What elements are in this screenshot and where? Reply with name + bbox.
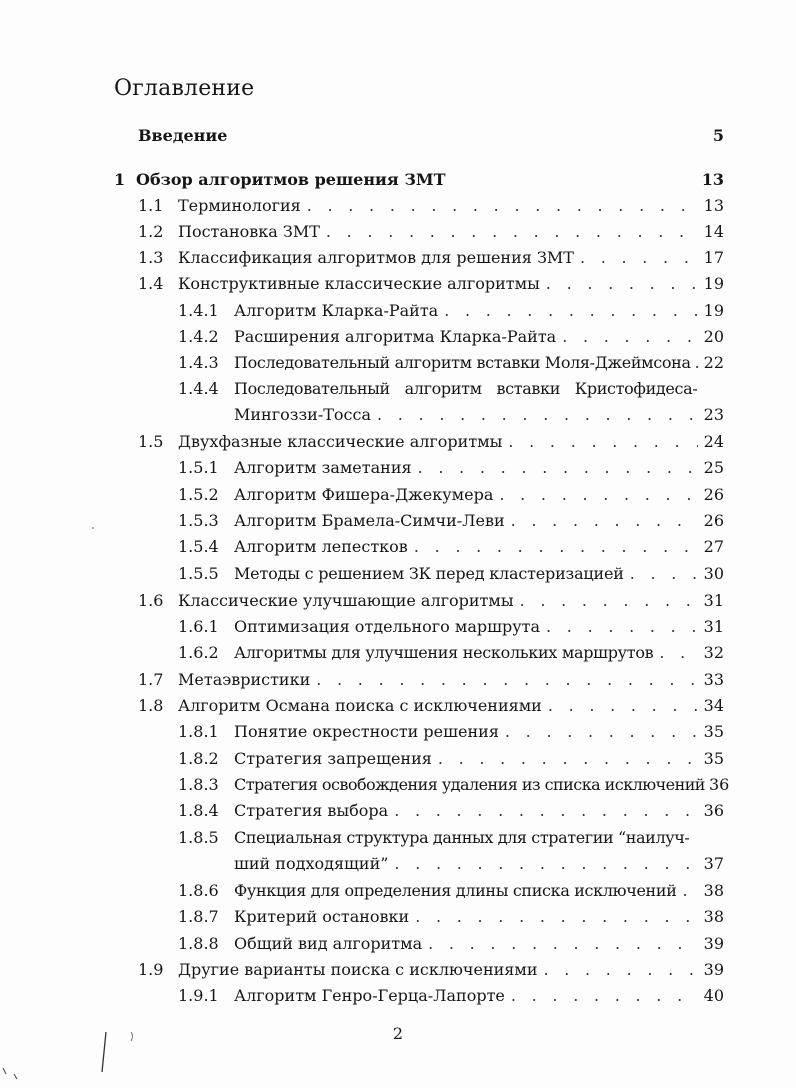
toc-entry[interactable] [138,247,724,269]
toc-entry-title: Функция для определения длины списка исключений [234,881,677,900]
dot-leader [562,326,697,348]
toc-entry-number: 1.1 [138,196,164,215]
toc-entry-number: 1.4.2 [178,327,219,346]
dot-leader [683,880,698,902]
toc-entry-page: 19 [703,274,724,293]
toc-entry[interactable] [178,300,724,322]
toc-entry-page: 39 [703,934,724,953]
toc-entry-title: Другие варианты поиска с исключениями [178,960,538,979]
toc-entry-page: 38 [703,881,724,900]
dot-leader [394,853,697,875]
toc-entry[interactable] [138,273,724,295]
toc-entry[interactable] [178,326,724,348]
toc-entry-number: 1.8.2 [178,749,219,768]
toc-entry-page: 5 [712,126,724,145]
toc-entry-continuation[interactable] [234,404,724,426]
toc-entry-page: 14 [703,222,724,241]
toc-entry-title-continued: Мингоззи-Тосса [234,405,372,424]
toc-entry[interactable] [178,457,724,479]
toc-entry[interactable] [178,985,724,1007]
toc-entry-title: Специальная структура данных для стратегии “наилуч- [234,828,690,847]
toc-entry[interactable] [178,510,724,532]
dot-leader [428,933,698,955]
toc-entry-title: Терминология [178,196,301,215]
toc-entry-page: 33 [703,670,724,689]
toc-entry[interactable] [138,195,724,217]
toc-entry[interactable] [178,880,724,902]
toc-entry-number: 1.8.5 [178,828,219,847]
toc-entry[interactable] [178,800,724,822]
toc-heading: Оглавление [114,76,255,101]
toc-entry-number: 1.5.1 [178,458,219,477]
toc-entry[interactable] [178,933,724,955]
toc-entry[interactable] [138,695,724,717]
dot-leader [326,221,698,243]
toc-entry[interactable] [138,959,724,981]
toc-entry-page: 19 [703,301,724,320]
toc-entry[interactable] [178,352,724,374]
dot-leader [307,195,698,217]
toc-entry-page: 13 [701,170,724,189]
toc-entry-title: Стратегия освобождения удаления из списка исключений [234,775,705,794]
toc-entry-page: 34 [703,696,724,715]
toc-entry-page: 24 [703,432,724,451]
toc-entry[interactable] [178,906,724,928]
toc-entry-number: 1.4.3 [178,353,219,372]
dot-leader [377,404,698,426]
dot-leader [630,563,698,585]
toc-entry[interactable] [138,590,724,612]
toc-entry-title: Алгоритмы для улучшения нескольких маршрутов [234,643,654,662]
dot-leader [414,536,698,558]
dot-leader [659,642,697,664]
toc-entry[interactable] [178,642,724,664]
page-number: 2 [392,1024,404,1043]
toc-entry-number: 1.4.4 [178,379,219,398]
toc-entry-page: 17 [703,248,724,267]
dot-leader [499,484,697,506]
dot-leader [505,721,698,743]
toc-entry-continuation[interactable] [234,853,724,875]
toc-entry-number: 1.7 [138,670,164,689]
toc-entry-title: Алгоритм лепестков [234,537,408,556]
dot-leader [546,616,698,638]
toc-entry-title: Алгоритм Османа поиска с исключениями [178,696,542,715]
toc-entry-page: 32 [703,643,724,662]
toc-entry-title: Оптимизация отдельного маршрута [234,617,541,636]
toc-entry-title: Критерий остановки [234,907,410,926]
toc-entry-title: Двухфазные классические алгоритмы [178,432,503,451]
toc-entry-page: 23 [703,405,724,424]
toc-entry-title: Алгоритм Генро-Герца-Лапорте [234,986,505,1005]
toc-entry-title: Понятие окрестности решения [234,722,499,741]
dot-leader [438,748,698,770]
scan-mark [90,525,96,531]
toc-entry-number: 1.8.3 [178,775,219,794]
toc-entry[interactable] [178,484,724,506]
scan-mark [98,1030,110,1074]
toc-entry-number: 1.9 [138,960,164,979]
toc-entry-number: 1.6 [138,591,164,610]
toc-entry-title: Последовательный алгоритм вставки Кристофидеса- [234,379,698,398]
toc-entry-title: Алгоритм Брамела-Симчи-Леви [234,511,505,530]
toc-entry-page: 26 [703,485,724,504]
toc-entry-title: Алгоритм Фишера-Джекумера [234,485,494,504]
dot-leader [418,457,698,479]
toc-entry-title: Классификация алгоритмов для решения ЗМТ [178,248,574,267]
dot-leader [316,669,697,691]
toc-entry-number: 1.5 [138,432,164,451]
dot-leader [415,906,697,928]
toc-entry-number: 1.8.4 [178,801,219,820]
toc-entry-page: 36 [703,801,724,820]
toc-entry-number: 1.6.2 [178,643,219,662]
toc-entry-number: 1.5.4 [178,537,219,556]
toc-entry-page: 37 [703,854,724,873]
dot-leader [543,959,697,981]
toc-entry-number: 1 [114,170,126,189]
toc-entry-number: 1.5.3 [178,511,219,530]
toc-entry-number: 1.5.2 [178,485,219,504]
dot-leader [511,510,698,532]
toc-entry-chapter-1[interactable] [114,169,724,191]
toc-entry-page: 35 [703,749,724,768]
scan-mark [0,1066,24,1082]
toc-entry-title: Постановка ЗМТ [178,222,320,241]
toc-entry-number: 1.8.6 [178,881,219,900]
toc-entry-page: 30 [703,564,724,583]
toc-entry-page: 35 [703,722,724,741]
toc-entry-number: 1.4 [138,274,164,293]
toc-entry-title: Последовательный алгоритм вставки Моля-Джеймсона [234,353,691,372]
scan-mark [128,1030,136,1044]
toc-entry[interactable] [178,378,724,400]
dot-leader [508,431,697,453]
dot-leader [546,273,698,295]
toc-entry-page: 39 [703,960,724,979]
toc-entry[interactable] [178,774,730,796]
toc-entry[interactable] [178,563,724,585]
toc-entry[interactable] [178,721,724,743]
dot-leader [511,985,698,1007]
toc-entry-title: Расширения алгоритма Кларка-Райта [234,327,557,346]
dot-leader [444,300,697,322]
toc-entry-page: 31 [703,591,724,610]
toc-entry[interactable] [178,827,724,849]
toc-entry[interactable] [138,431,724,453]
toc-entry-number: 1.8 [138,696,164,715]
toc-entry[interactable] [178,616,724,638]
toc-entry-number: 1.2 [138,222,164,241]
toc-entry-title: Методы с решением ЗК перед кластеризацией [234,564,624,583]
toc-entry[interactable] [178,536,724,558]
dot-leader [394,800,697,822]
toc-entry-title: Алгоритм заметания [234,458,412,477]
toc-entry-title: Введение [138,126,228,145]
toc-entry-page: 13 [703,196,724,215]
toc-entry-number: 1.8.7 [178,907,219,926]
toc-entry-title-continued: ший подходящий” [234,854,389,873]
toc-entry-title: Метаэвристики [178,670,311,689]
toc-entry-page: 36 [708,775,730,794]
dot-leader [548,695,698,717]
toc-entry[interactable] [138,669,724,691]
toc-entry-title: Стратегия выбора [234,801,389,820]
toc-entry-number: 1.3 [138,248,164,267]
dot-leader [520,590,698,612]
toc-entry-title: Алгоритм Кларка-Райта [234,301,439,320]
toc-entry-page: 27 [703,537,724,556]
dot-leader [580,247,698,269]
toc-entry-page: 38 [703,907,724,926]
toc-entry-page: 26 [703,511,724,530]
toc-entry[interactable] [138,221,724,243]
toc-entry-page: 25 [703,458,724,477]
toc-entry-title: Конструктивные классические алгоритмы [178,274,540,293]
toc-entry-title: Классические улучшающие алгоритмы [178,591,514,610]
toc-entry-page: 40 [703,986,724,1005]
toc-entry-page: 20 [703,327,724,346]
dot-leader [695,352,700,374]
toc-entry-title: Обзор алгоритмов решения ЗМТ [136,170,446,189]
toc-entry-title: Общий вид алгоритма [234,934,423,953]
toc-entry-number: 1.5.5 [178,564,219,583]
toc-entry-number: 1.8.1 [178,722,219,741]
toc-entry-page: 22 [703,353,724,372]
toc-entry-number: 1.4.1 [178,301,219,320]
toc-entry-page: 31 [703,617,724,636]
toc-entry[interactable] [178,748,724,770]
toc-entry-intro[interactable] [138,125,724,147]
toc-entry-number: 1.9.1 [178,986,219,1005]
toc-entry-title: Стратегия запрещения [234,749,432,768]
toc-entry-number: 1.6.1 [178,617,219,636]
toc-entry-number: 1.8.8 [178,934,219,953]
